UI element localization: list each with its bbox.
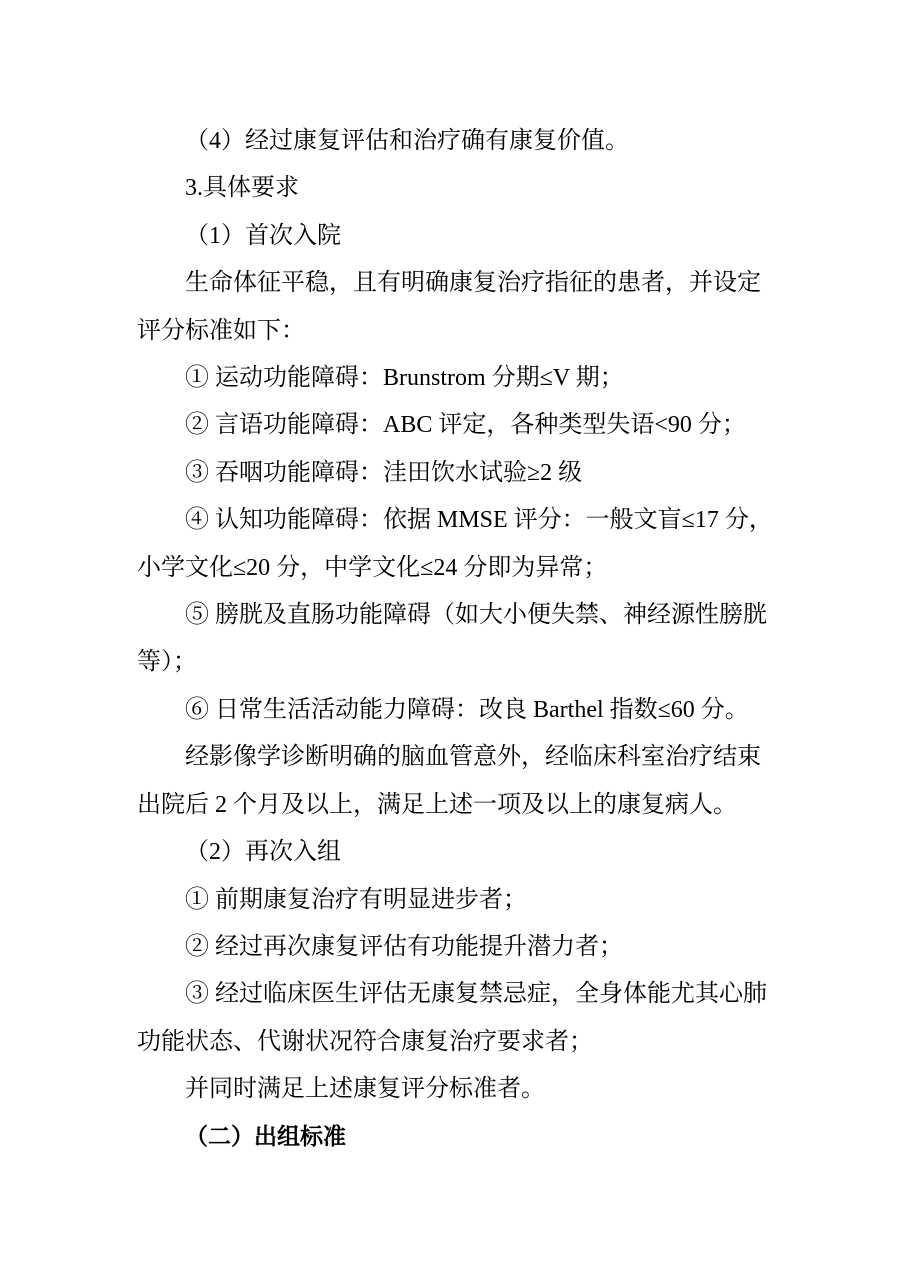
paragraph-bladder-rectum-dysfunction: ⑤ 膀胱及直肠功能障碍（如大小便失禁、神经源性膀胱等）；: [137, 602, 767, 676]
paragraph-no-contraindication: ③ 经过临床医生评估无康复禁忌症，全身体能尤其心肺功能状态、代谢状况符合康复治疗要求者；: [137, 981, 767, 1055]
paragraph-swallowing-dysfunction: ③ 吞咽功能障碍：洼田饮水试验≥2 级: [185, 459, 583, 486]
paragraph-progress: ① 前期康复治疗有明显进步者；: [185, 886, 527, 913]
document-body: [137, 118, 777, 1161]
paragraph-vital-signs: 生命体征平稳，且有明确康复治疗指征的患者，并设定评分标准如下：: [137, 270, 761, 344]
paragraph-motor-dysfunction: ① 运动功能障碍：Brunstrom 分期≤V 期；: [185, 365, 624, 392]
section-heading-exit-criteria: （二）出组标准: [185, 1123, 346, 1150]
paragraph-imaging-diagnosis: 经影像学诊断明确的脑血管意外，经临床科室治疗结束出院后 2 个月及以上，满足上述一项及以上的康复病人。: [137, 744, 761, 818]
paragraph-cognitive-dysfunction: ④ 认知功能障碍：依据 MMSE 评分：一般文盲≤17 分，小学文化≤20 分，中学文化≤24 分即为异常；: [137, 507, 773, 581]
paragraph-daily-living-dysfunction: ⑥ 日常生活活动能力障碍：改良 Barthel 指数≤60 分。: [185, 696, 749, 723]
paragraph-first-admission: （1）首次入院: [185, 222, 341, 249]
paragraph-readmission: （2）再次入组: [185, 839, 341, 866]
paragraph-criterion-4: （4）经过康复评估和治疗确有康复价值。: [185, 128, 629, 154]
paragraph-meets-standard: 并同时满足上述康复评分标准者。: [185, 1076, 545, 1103]
paragraph-potential: ② 经过再次康复评估有功能提升潜力者；: [185, 933, 623, 960]
paragraph-specific-requirements: 3.具体要求: [185, 175, 299, 202]
paragraph-speech-dysfunction: ② 言语功能障碍：ABC 评定，各种类型失语<90 分；: [185, 412, 746, 439]
